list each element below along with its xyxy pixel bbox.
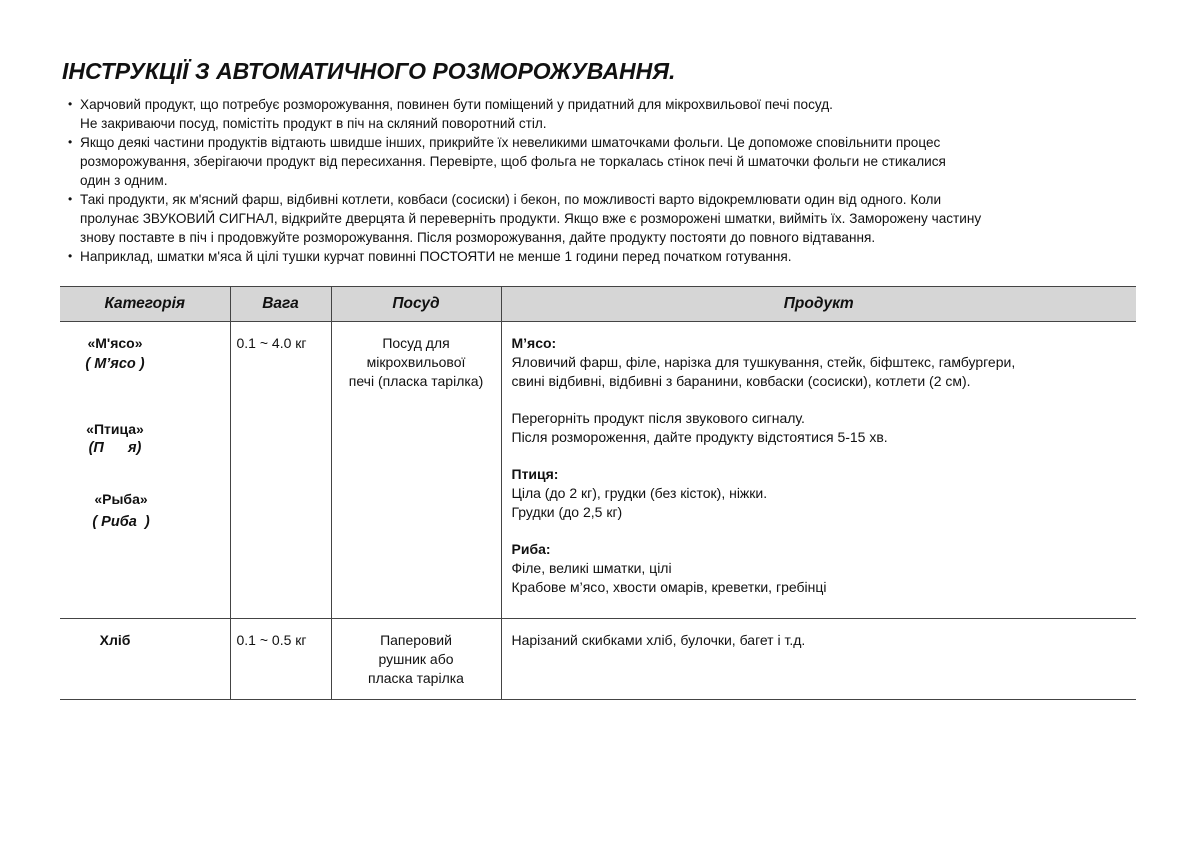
- category-cell: [60, 619, 230, 700]
- header-weight: Вага: [230, 287, 331, 322]
- instruction-line: Наприклад, шматки м'яса й цілі тушки курчат повинні ПОСТОЯТИ не менше 1 години перед початком готування.: [80, 249, 792, 264]
- instructions-list: [68, 95, 1148, 266]
- instruction-line: Харчовий продукт, що потребує розморожування, повинен бути поміщений у придатний для мікрохвильової печі посуд.: [80, 97, 833, 112]
- product-line: Крабове м’ясо, хвости омарів, креветки, гребінці: [511, 579, 827, 595]
- category-label: «Рыба»: [94, 491, 148, 507]
- dish-line: мікрохвильової: [366, 354, 466, 370]
- dish-line: Паперовий: [380, 632, 452, 648]
- category-label: «Птица»: [86, 421, 144, 437]
- instruction-line: Такі продукти, як м'ясний фарш, відбивні котлети, ковбаси (сосиски) і бекон, по можливості варто відокремлювати один від одного. Коли: [80, 192, 942, 207]
- dish-text: [332, 619, 501, 688]
- header-category: Категорія: [60, 287, 230, 322]
- defrost-table: [60, 286, 1136, 700]
- product-line: Яловичий фарш, філе, нарізка для тушкування, стейк, біфштекс, гамбургери,: [511, 354, 1016, 370]
- category-sublabel: (П я): [88, 440, 142, 456]
- header-product: Продукт: [501, 287, 1136, 322]
- weight-cell: [230, 619, 331, 700]
- category-sublabel: ( М’ясо ): [85, 356, 145, 372]
- header-dish: Посуд: [331, 287, 501, 322]
- product-line: Ціла (до 2 кг), грудки (без кісток), ніжки.: [511, 485, 768, 501]
- weight-value: 0.1 ~ 4.0 кг: [236, 335, 307, 351]
- bullet-icon: •: [68, 135, 73, 149]
- dish-line: рушник або: [378, 651, 454, 667]
- instruction-item: [68, 133, 1148, 190]
- fish-heading: Риба:: [511, 541, 551, 557]
- product-line: Грудки (до 2,5 кг): [511, 504, 623, 520]
- category-sublabel: ( Риба ): [92, 514, 150, 530]
- dish-text: [332, 322, 501, 391]
- category-meat: [60, 322, 170, 374]
- product-cell: [501, 619, 1136, 700]
- bullet-icon: •: [68, 97, 73, 111]
- instruction-line: пролунає ЗВУКОВИЙ СИГНАЛ, відкрийте дверцята й переверніть продукти. Якщо вже є розморожені шматки, вийміть їх. Заморожену частину: [80, 211, 982, 226]
- category-cell: [60, 322, 230, 619]
- bullet-icon: •: [68, 249, 73, 263]
- weight-value: 0.1 ~ 0.5 кг: [236, 632, 307, 648]
- product-line: Перегорніть продукт після звукового сигналу.: [511, 410, 805, 426]
- page-title: ІНСТРУКЦІЇ З АВТОМАТИЧНОГО РОЗМОРОЖУВАННЯ.: [62, 58, 676, 84]
- weight-cell: [230, 322, 331, 619]
- product-text: Нарізаний скибками хліб, булочки, багет і т.д.: [511, 632, 806, 648]
- dish-cell: [331, 322, 501, 619]
- dish-cell: [331, 619, 501, 700]
- product-text: [502, 322, 1137, 597]
- table-row: [60, 322, 1136, 619]
- instruction-line: знову поставте в піч і продовжуйте розморожування. Після розморожування, дайте продукту постояти до повного відтавання.: [80, 230, 876, 245]
- instruction-item: [68, 95, 1148, 133]
- dish-line: Посуд для: [382, 335, 450, 351]
- category-bread: [60, 619, 170, 650]
- instruction-line: Якщо деякі частини продуктів відтають швидше інших, прикрийте їх невеликими шматочками фольги. Це допоможе сповільнити процес: [80, 135, 941, 150]
- instruction-item: [68, 190, 1148, 247]
- table-row: [60, 619, 1136, 700]
- category-fish: [60, 458, 176, 532]
- product-line: Після розмороження, дайте продукту відстоятися 5-15 хв.: [511, 429, 888, 445]
- category-label: «М'ясо»: [87, 335, 143, 351]
- category-label: Хліб: [99, 632, 131, 648]
- dish-line: печі (пласка тарілка): [348, 373, 484, 389]
- instruction-line: Не закриваючи посуд, помістіть продукт в піч на скляний поворотний стіл.: [80, 116, 547, 131]
- product-line: Філе, великі шматки, цілі: [511, 560, 672, 576]
- dish-line: пласка тарілка: [368, 670, 464, 686]
- table-header-row: [60, 287, 1136, 322]
- category-poultry: [60, 374, 170, 458]
- product-cell: [501, 322, 1136, 619]
- instruction-line: один з одним.: [80, 173, 168, 188]
- instruction-line: розморожування, зберігаючи продукт від пересихання. Перевірте, щоб фольга не торкалась стінок печі й шматочки фольги не стикалися: [80, 154, 946, 169]
- instruction-item: [68, 247, 1148, 266]
- bullet-icon: •: [68, 192, 73, 206]
- product-line: свині відбивні, відбивні з баранини, ковбаски (сосиски), котлети (2 см).: [511, 373, 971, 389]
- poultry-heading: Птиця:: [511, 466, 559, 482]
- meat-heading: М’ясо:: [511, 335, 557, 351]
